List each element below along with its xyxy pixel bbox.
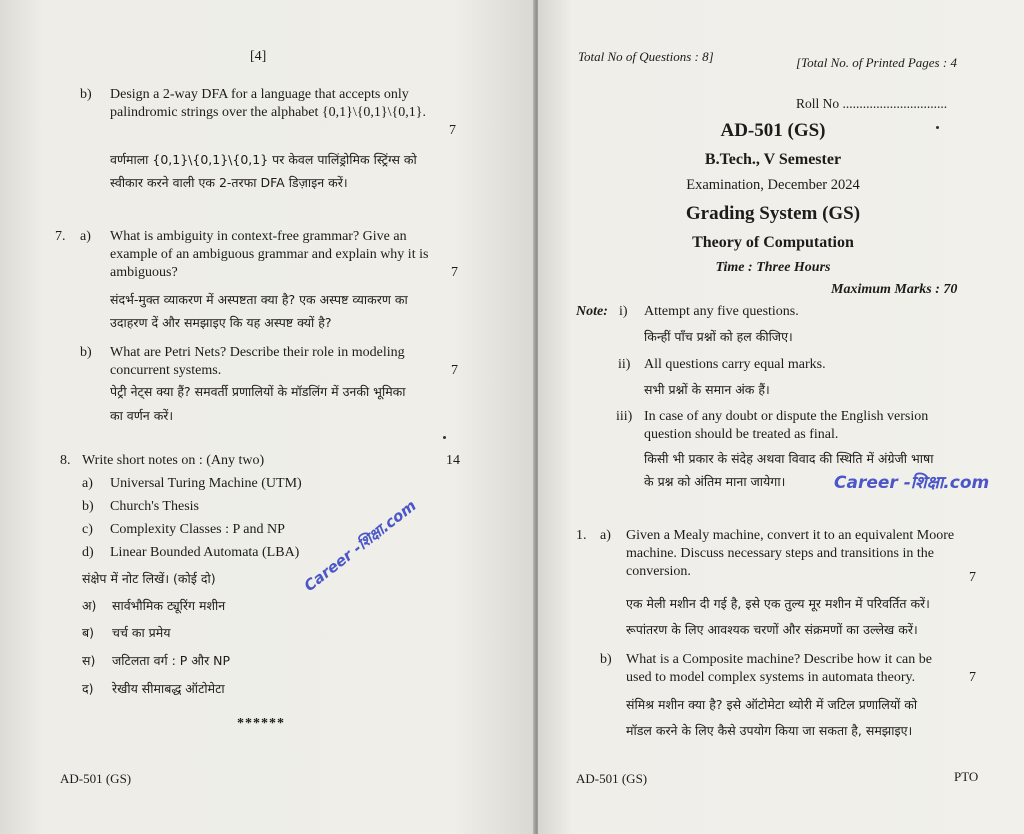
note-hindi-i: किन्हीं पाँच प्रश्नों को हल कीजिए। bbox=[644, 329, 793, 344]
q1a-text-line1: Given a Mealy machine, convert it to an equivalent Moore bbox=[626, 528, 955, 543]
footer-code: AD-501 (GS) bbox=[60, 771, 132, 786]
q8-hindi-label: ब) bbox=[82, 625, 95, 640]
pto: PTO bbox=[954, 769, 979, 784]
q1a-hindi-line1: एक मेली मशीन दी गई है, इसे एक तुल्य मूर मशीन में परिवर्तित करें। bbox=[626, 596, 930, 611]
q8-hindi-heading: संक्षेप में नोट लिखें। (कोई दो) bbox=[82, 571, 216, 586]
note-hindi-ii: सभी प्रश्नों के समान अंक हैं। bbox=[644, 382, 770, 397]
q6b-hindi-line1: वर्णमाला {0,1}\{0,1}\{0,1} पर केवल पालिंड्रोमिक स्ट्रिंग्स को bbox=[110, 152, 417, 167]
q6b-marks: 7 bbox=[449, 123, 456, 138]
q7b-hindi-line2: का वर्णन करें। bbox=[110, 408, 174, 423]
q8-number: 8. bbox=[60, 453, 71, 468]
note-label-i: i) bbox=[619, 304, 628, 319]
q1b-label: b) bbox=[600, 652, 612, 667]
note-label-iii: iii) bbox=[616, 409, 633, 424]
note-text-ii: All questions carry equal marks. bbox=[644, 357, 826, 372]
q8-item-text: Universal Turing Machine (UTM) bbox=[110, 476, 302, 491]
note-text-iii-line2: question should be treated as final. bbox=[644, 427, 839, 442]
q7b-label: b) bbox=[80, 345, 92, 360]
q6b-hindi-line2: स्वीकार करने वाली एक 2-तरफा DFA डिज़ाइन करें। bbox=[110, 175, 348, 190]
q7a-hindi-line1: संदर्भ-मुक्त व्याकरण में अस्पष्टता क्या है? एक अस्पष्ट व्याकरण का bbox=[110, 292, 408, 307]
q8-item-text: Linear Bounded Automata (LBA) bbox=[110, 545, 300, 560]
note-text-i: Attempt any five questions. bbox=[644, 304, 799, 319]
q6b-label: b) bbox=[80, 87, 92, 102]
ink-dot bbox=[443, 436, 446, 439]
q7b-text-line2: concurrent systems. bbox=[110, 363, 222, 378]
exam-date: Examination, December 2024 bbox=[686, 177, 860, 193]
q7a-text-line2: example of an ambiguous grammar and explain why it is bbox=[110, 247, 429, 262]
q8-hindi-label: अ) bbox=[82, 598, 97, 613]
note-hindi-iii-line1: किसी भी प्रकार के संदेह अथवा विवाद की स्थिति में अंग्रेजी भाषा bbox=[644, 451, 934, 466]
q7b-hindi-line1: पेट्री नेट्स क्या हैं? समवर्ती प्रणालियों के मॉडलिंग में उनकी भूमिका bbox=[110, 384, 406, 399]
q8-item-text: Complexity Classes : P and NP bbox=[110, 522, 285, 537]
q7a-label: a) bbox=[80, 229, 91, 244]
q7a-text-line3: ambiguous? bbox=[110, 265, 178, 280]
q8-item-text: Church's Thesis bbox=[110, 499, 199, 514]
total-questions: Total No of Questions : 8] bbox=[578, 49, 714, 64]
end-mark: ****** bbox=[237, 716, 285, 731]
q8-hindi-item: चर्च का प्रमेय bbox=[112, 625, 171, 640]
grading-system: Grading System (GS) bbox=[685, 203, 861, 224]
max-marks: Maximum Marks : 70 bbox=[831, 282, 958, 297]
q8-item-label: a) bbox=[82, 476, 93, 491]
q1a-hindi-line2: रूपांतरण के लिए आवश्यक चरणों और संक्रमणों का उल्लेख करें। bbox=[626, 622, 918, 637]
subject: Theory of Computation bbox=[692, 234, 854, 251]
watermark: Career -शिक्षा.com bbox=[300, 496, 420, 595]
note-hindi-iii-line2: के प्रश्न को अंतिम माना जायेगा। bbox=[644, 474, 786, 489]
q1a-text-line3: conversion. bbox=[626, 564, 691, 579]
total-pages: [Total No. of Printed Pages : 4 bbox=[796, 55, 957, 70]
q1b-hindi-line1: संमिश्र मशीन क्या है? इसे ऑटोमेटा थ्योरी में जटिल प्रणालियों को bbox=[626, 697, 918, 712]
q7a-hindi-line2: उदाहरण दें और समझाइए कि यह अस्पष्ट क्यों है? bbox=[110, 315, 332, 330]
q7b-marks: 7 bbox=[451, 363, 458, 378]
q1a-text-line2: machine. Discuss necessary steps and transitions in the bbox=[626, 546, 934, 561]
q1b-hindi-line2: मॉडल करने के लिए कैसे उपयोग किया जा सकता है, समझाइए। bbox=[626, 723, 913, 738]
q8-item-label: d) bbox=[82, 545, 94, 560]
q7a-text-line1: What is ambiguity in context-free grammar? Give an bbox=[110, 229, 407, 244]
q8-hindi-item: सार्वभौमिक ट्यूरिंग मशीन bbox=[112, 598, 226, 613]
q8-hindi-item: जटिलता वर्ग : P और NP bbox=[112, 653, 231, 668]
note-label: Note: bbox=[576, 304, 608, 319]
time: Time : Three Hours bbox=[715, 260, 831, 275]
q1a-label: a) bbox=[600, 528, 611, 543]
q1-number: 1. bbox=[576, 528, 587, 543]
q7a-marks: 7 bbox=[451, 265, 458, 280]
roll-no: Roll No ............................... bbox=[796, 96, 948, 111]
q8-hindi-label: द) bbox=[82, 681, 94, 696]
paper-code: AD-501 (GS) bbox=[720, 120, 826, 141]
q7-number: 7. bbox=[55, 229, 66, 244]
q8-item-label: c) bbox=[82, 522, 93, 537]
note-label-ii: ii) bbox=[618, 357, 631, 372]
q7b-text-line1: What are Petri Nets? Describe their role in modeling bbox=[110, 345, 405, 360]
q8-hindi-label: स) bbox=[82, 653, 96, 668]
q1b-text-line2: used to model complex systems in automata theory. bbox=[626, 670, 916, 685]
watermark: Career -शिक्षा.com bbox=[834, 473, 990, 493]
footer-code: AD-501 (GS) bbox=[576, 771, 648, 786]
right-page bbox=[538, 0, 1024, 834]
q6b-text-line2: palindromic strings over the alphabet {0,1}\{0,1}\{0,1}. bbox=[110, 105, 426, 120]
q1a-marks: 7 bbox=[969, 570, 976, 585]
q8-hindi-item: रेखीय सीमाबद्ध ऑटोमेटा bbox=[112, 681, 225, 696]
q8-text: Write short notes on : (Any two) bbox=[82, 453, 265, 468]
q1b-marks: 7 bbox=[969, 670, 976, 685]
q8-marks: 14 bbox=[446, 453, 460, 468]
q1b-text-line1: What is a Composite machine? Describe how it can be bbox=[626, 652, 932, 667]
course: B.Tech., V Semester bbox=[704, 151, 842, 168]
page-number: [4] bbox=[250, 49, 267, 64]
note-text-iii-line1: In case of any doubt or dispute the English version bbox=[644, 409, 929, 424]
q8-item-label: b) bbox=[82, 499, 94, 514]
q6b-text-line1: Design a 2-way DFA for a language that accepts only bbox=[110, 87, 409, 102]
